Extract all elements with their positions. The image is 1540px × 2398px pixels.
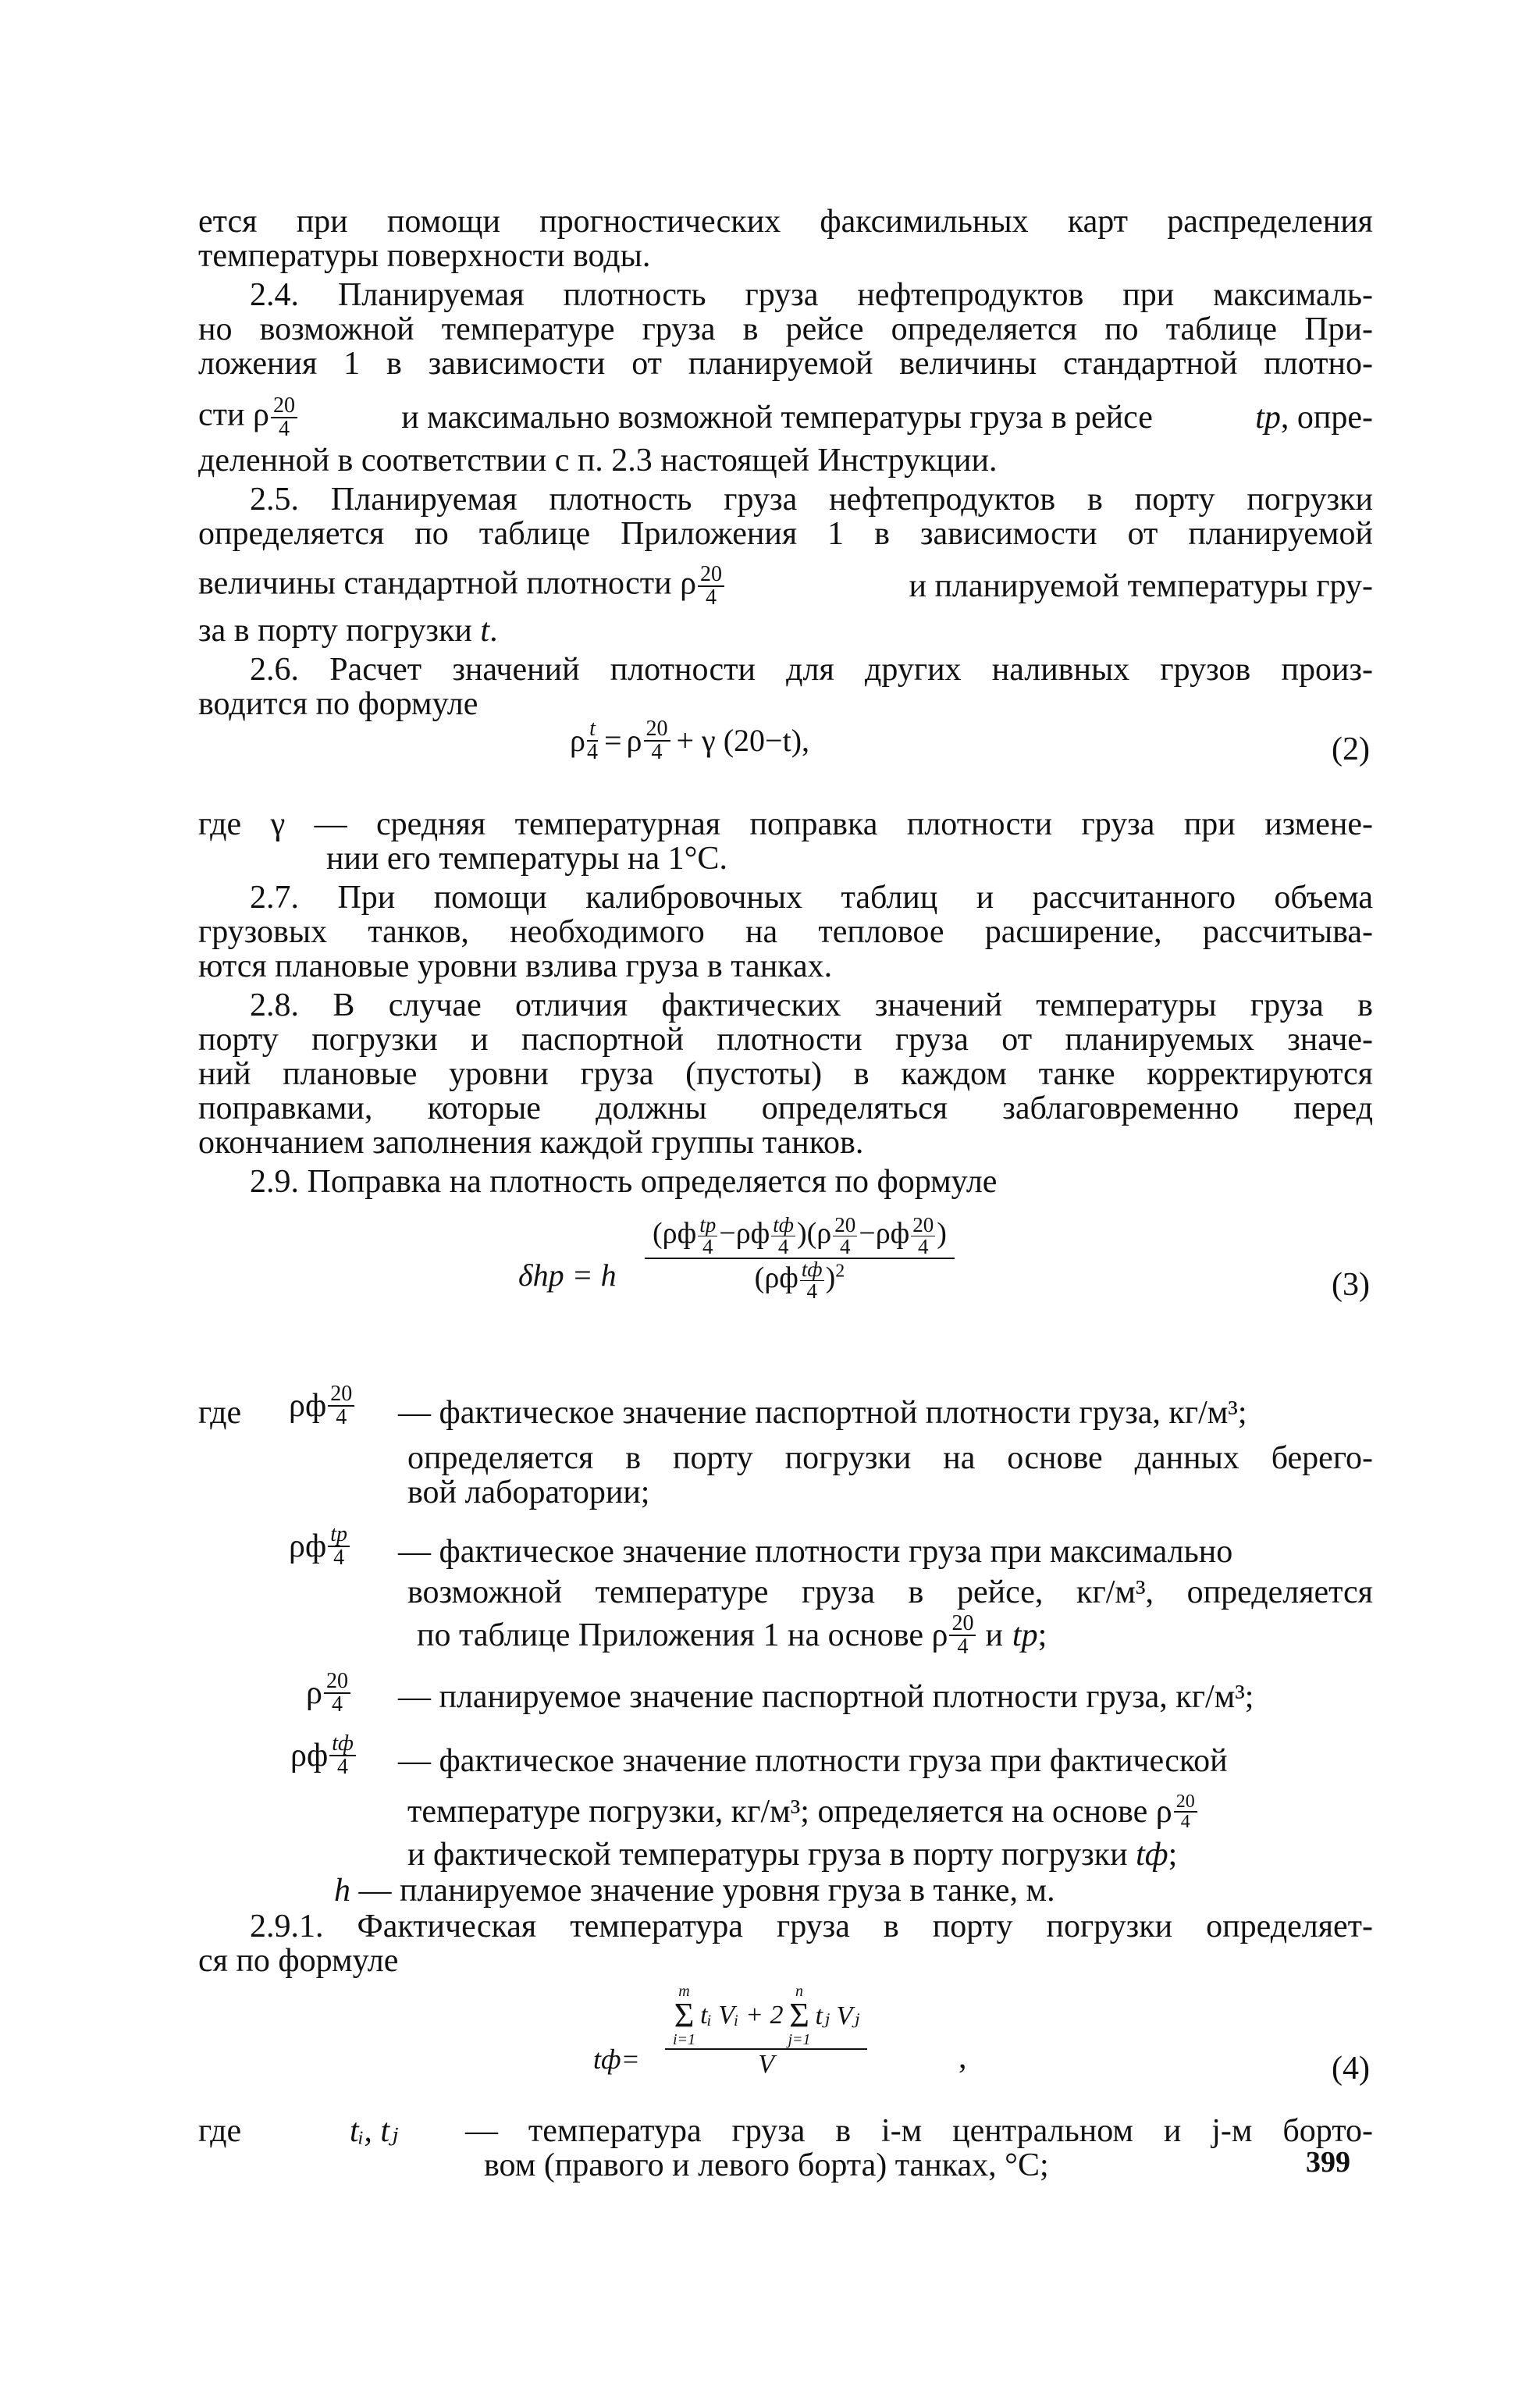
definition-text: — фактическое значение плотности груза при фактической <box>398 1743 1228 1779</box>
definition-text: — планируемое значение паспортной плотности груза, кг/м³; <box>398 1679 1254 1715</box>
where-label: где <box>198 2113 242 2149</box>
definition-text: по таблице Приложения 1 на основе ρ $\frac{20}{4}$ и tр ; <box>417 1611 1047 1659</box>
definition-text: температуре погрузки, кг/м³; определяется на основе ρ $\frac{20}{4}$ <box>407 1792 1199 1831</box>
text-line: ложения 1 в зависимости от планируемой величины стандартной плотно- <box>198 346 1373 382</box>
text-line: порту погрузки и паспортной плотности груза от планируемых значе- <box>198 1022 1373 1058</box>
text-line: ся по формуле <box>198 1943 399 1979</box>
definition-symbol-rho-f-20-4: ρф $\frac{20}{4}$ <box>289 1383 356 1428</box>
section-2-4-heading-line: 2.4. Планируемая плотность груза нефтепродуктов при максималь- <box>250 277 1373 313</box>
formula-4-lhs: tф= <box>593 2044 640 2075</box>
definition-text: и фактической температуры груза в порту погрузки tф; <box>407 1837 1178 1873</box>
section-2-8-heading-line: 2.8. В случае отличия фактических значений температуры груза в <box>250 987 1373 1023</box>
formula-4-comma: , <box>958 2040 967 2076</box>
definition-symbol-rho-f-tp-4: ρф $\frac{tр}{4}$ <box>289 1524 351 1569</box>
definition-text: возможной температуре груза в рейсе, кг/м³, определяется <box>407 1574 1373 1610</box>
text-line: нии его температуры на 1°С. <box>326 841 727 877</box>
definition-text: вой лаборатории; <box>407 1475 650 1510</box>
section-2-9-heading-line: 2.9. Поправка на плотность определяется по формуле <box>250 1164 998 1200</box>
section-2-7-heading-line: 2.7. При помощи калибровочных таблиц и рассчитанного объема <box>250 880 1373 916</box>
text-line-with-formula: сти ρ $\frac{20}{4}$ и максимально возможной температуры груза в рейсе tр, опре- <box>198 393 1373 441</box>
formula-3-fraction: (ρф tр 4 −ρф tф 4 )(ρ $\frac{20}{4}$ −ρф $\frac{20}{4}$ ) (ρф tф 4 )$^2$ <box>645 1215 955 1302</box>
formula-4-fraction: m Σ i=1 tᵢ Vᵢ + 2 n Σ j=1 tⱼ Vⱼ V <box>665 1983 867 2080</box>
formula-3-lhs: δhр = h <box>518 1258 617 1293</box>
definition-text: — температура груза в i-м центральном и j-м борто- <box>465 2113 1373 2149</box>
text-line: температуры поверхности воды. <box>198 238 651 274</box>
text-line: деленной в соответствии с п. 2.3 настоящей Инструкции. <box>198 443 998 479</box>
text-line-with-formula: величины стандартной плотности ρ $\frac{20}{4}$ и планируемой температуры гру- <box>198 562 1373 610</box>
fraction-20-4: $\frac{20}{4}$ <box>698 564 724 609</box>
where-label: где <box>198 1395 242 1431</box>
definition-text: определяется в порту погрузки на основе данных берего- <box>407 1440 1373 1476</box>
page-number: 399 <box>1306 2146 1350 2179</box>
definition-text: — фактическое значение паспортной плотности груза, кг/м³; <box>398 1395 1247 1431</box>
text-line: за в порту погрузки t. <box>198 613 498 649</box>
equation-number-2: (2) <box>1332 731 1370 767</box>
definition-symbol-tij: tᵢ, tⱼ <box>350 2113 399 2149</box>
section-2-6-heading-line: 2.6. Расчет значений плотности для других наливных грузов произ- <box>250 652 1373 688</box>
text-line: грузовых танков, необходимого на тепловое расширение, рассчитыва- <box>198 914 1373 950</box>
equation-number-3: (3) <box>1332 1267 1370 1303</box>
definition-symbol-rho-20-4: ρ $\frac{20}{4}$ <box>306 1670 352 1716</box>
definition-symbol-rho-f-tf-4: ρф $\frac{tф}{4}$ <box>290 1733 357 1778</box>
text-line: поправками, которые должны определяться заблаговременно перед <box>198 1090 1373 1126</box>
definition-h: h — планируемое значение уровня груза в танке, м. <box>334 1873 1055 1909</box>
definition-text: — фактическое значение плотности груза при максимально <box>398 1534 1233 1570</box>
text-line: ются плановые уровни взлива груза в танках. <box>198 948 833 984</box>
formula-2: ρ $\frac{t}{4}$ = ρ $\frac{20}{4}$ + γ (20−t), <box>570 717 810 764</box>
fraction-20-4: $\frac{20}{4}$ <box>271 395 297 440</box>
text-line: водится по формуле <box>198 686 478 722</box>
text-line: окончанием заполнения каждой группы танков. <box>198 1125 864 1161</box>
section-2-9-1-heading-line: 2.9.1. Фактическая температура груза в порту погрузки определяет- <box>250 1909 1373 1944</box>
text-line: но возможной температуре груза в рейсе определяется по таблице При- <box>198 311 1373 347</box>
text-line: где γ — средняя температурная поправка плотности груза при измене- <box>198 806 1373 842</box>
definition-text: вом (правого и левого борта) танках, °С; <box>484 2147 1049 2183</box>
section-2-5-heading-line: 2.5. Планируемая плотность груза нефтепродуктов в порту погрузки <box>250 482 1373 518</box>
text-line: ний плановые уровни груза (пустоты) в каждом танке корректируются <box>198 1056 1373 1092</box>
text-line: определяется по таблице Приложения 1 в зависимости от планируемой <box>198 516 1373 552</box>
text-line: ется при помощи прогностических факсимильных карт распределения <box>198 204 1373 240</box>
equation-number-4: (4) <box>1332 2051 1370 2087</box>
